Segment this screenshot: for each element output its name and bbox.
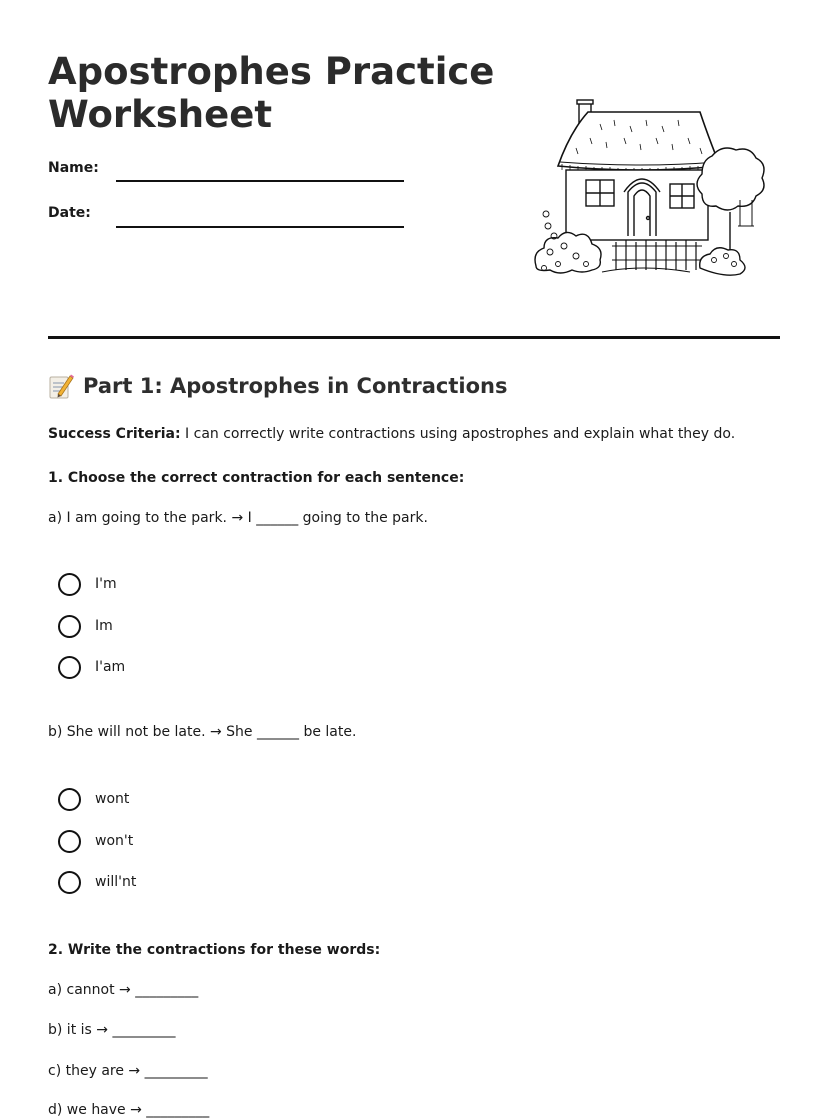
part1-heading bbox=[48, 372, 507, 400]
success-criteria bbox=[48, 426, 735, 442]
option-1a-2[interactable] bbox=[58, 614, 113, 638]
name-label: Name: bbox=[48, 160, 99, 176]
question-1-heading: 1. Choose the correct contraction for each sentence: bbox=[48, 470, 465, 486]
question-2b: b) it is → _________ bbox=[48, 1022, 176, 1038]
question-2a: a) cannot → _________ bbox=[48, 982, 199, 998]
radio-button[interactable] bbox=[58, 573, 81, 596]
date-field-line[interactable] bbox=[116, 226, 404, 228]
option-label: won't bbox=[95, 833, 134, 849]
option-label: Im bbox=[95, 618, 113, 634]
date-label: Date: bbox=[48, 205, 91, 221]
option-label: will'nt bbox=[95, 874, 137, 890]
option-label: wont bbox=[95, 791, 130, 807]
part1-title: Part 1: Apostrophes in Contractions bbox=[83, 374, 508, 398]
name-field-line[interactable] bbox=[116, 180, 404, 182]
option-1b-2[interactable] bbox=[58, 829, 133, 853]
radio-button[interactable] bbox=[58, 830, 81, 853]
success-criteria-label: Success Criteria: bbox=[48, 426, 181, 442]
section-divider bbox=[48, 336, 780, 339]
radio-button[interactable] bbox=[58, 788, 81, 811]
question-2d: d) we have → _________ bbox=[48, 1102, 210, 1118]
memo-icon bbox=[48, 372, 74, 400]
option-1a-3[interactable] bbox=[58, 655, 125, 679]
option-1b-3[interactable] bbox=[58, 870, 136, 894]
question-1a-prompt: a) I am going to the park. → I ______ going to the park. bbox=[48, 510, 428, 526]
cottage-illustration bbox=[530, 96, 770, 278]
question-2c: c) they are → _________ bbox=[48, 1063, 208, 1079]
radio-button[interactable] bbox=[58, 871, 81, 894]
question-1b-prompt: b) She will not be late. → She ______ be late. bbox=[48, 724, 357, 740]
option-label: I'm bbox=[95, 576, 117, 592]
option-1a-1[interactable] bbox=[58, 572, 117, 596]
worksheet-title: Apostrophes Practice Worksheet bbox=[48, 50, 495, 136]
success-criteria-text: I can correctly write contractions using apostrophes and explain what they do. bbox=[180, 426, 736, 442]
radio-button[interactable] bbox=[58, 615, 81, 638]
question-2-heading: 2. Write the contractions for these words: bbox=[48, 942, 381, 958]
option-1b-1[interactable] bbox=[58, 787, 129, 811]
option-label: I'am bbox=[95, 659, 126, 675]
radio-button[interactable] bbox=[58, 656, 81, 679]
